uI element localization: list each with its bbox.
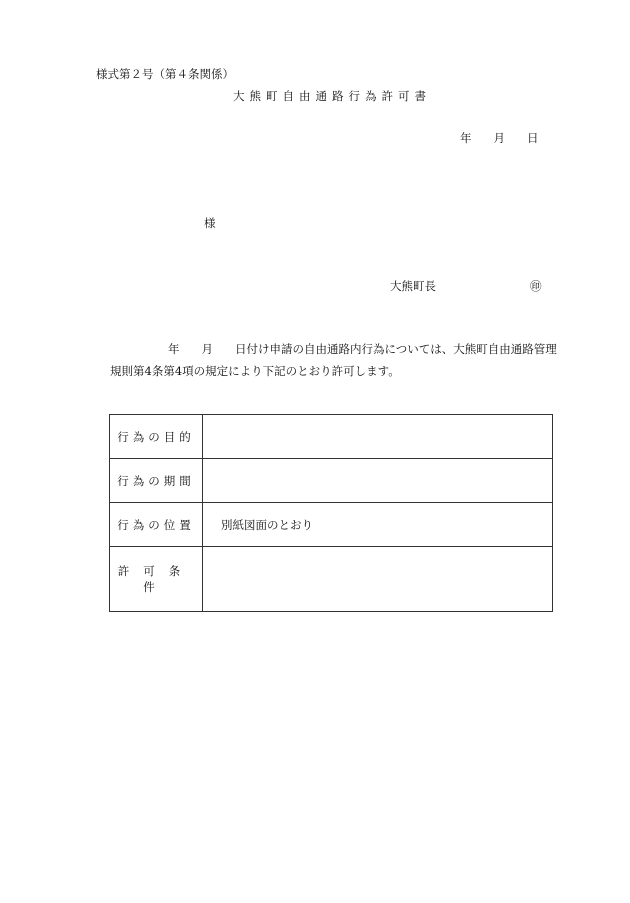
body-year: 年 xyxy=(168,342,180,356)
row-label-period: 行為の期間 xyxy=(110,459,203,503)
issue-date-year: 年 xyxy=(460,131,472,145)
row-label-location: 行為の位置 xyxy=(110,503,203,547)
body-text-line-1 xyxy=(168,341,557,357)
body-text-line-2: 規則第4条第4項の規定により下記のとおり許可します。 xyxy=(110,364,400,378)
table-row xyxy=(110,503,553,547)
issue-date xyxy=(460,130,539,146)
row-value-period xyxy=(203,459,553,503)
row-label-conditions: 許可条件 xyxy=(110,547,203,612)
seal-mark: ㊞ xyxy=(530,279,542,293)
row-value-purpose xyxy=(203,415,553,459)
row-value-location: 別紙図面のとおり xyxy=(203,503,553,547)
body-month: 月 xyxy=(201,342,213,356)
issue-date-month: 月 xyxy=(493,131,505,145)
addressee-honorific: 様 xyxy=(204,216,216,230)
table-row xyxy=(110,547,553,612)
table-row xyxy=(110,459,553,503)
details-table xyxy=(109,414,553,612)
row-label-purpose: 行為の目的 xyxy=(110,415,203,459)
row-value-conditions xyxy=(203,547,553,612)
document-title: 大熊町自由通路行為許可書 xyxy=(233,89,431,103)
body-line1-rest: 日付け申請の自由通路内行為については、大熊町自由通路管理 xyxy=(235,342,557,356)
issuer-title: 大熊町長 xyxy=(390,279,436,293)
issue-date-day: 日 xyxy=(527,131,539,145)
table-row xyxy=(110,415,553,459)
form-number: 様式第２号（第４条関係） xyxy=(96,67,234,81)
